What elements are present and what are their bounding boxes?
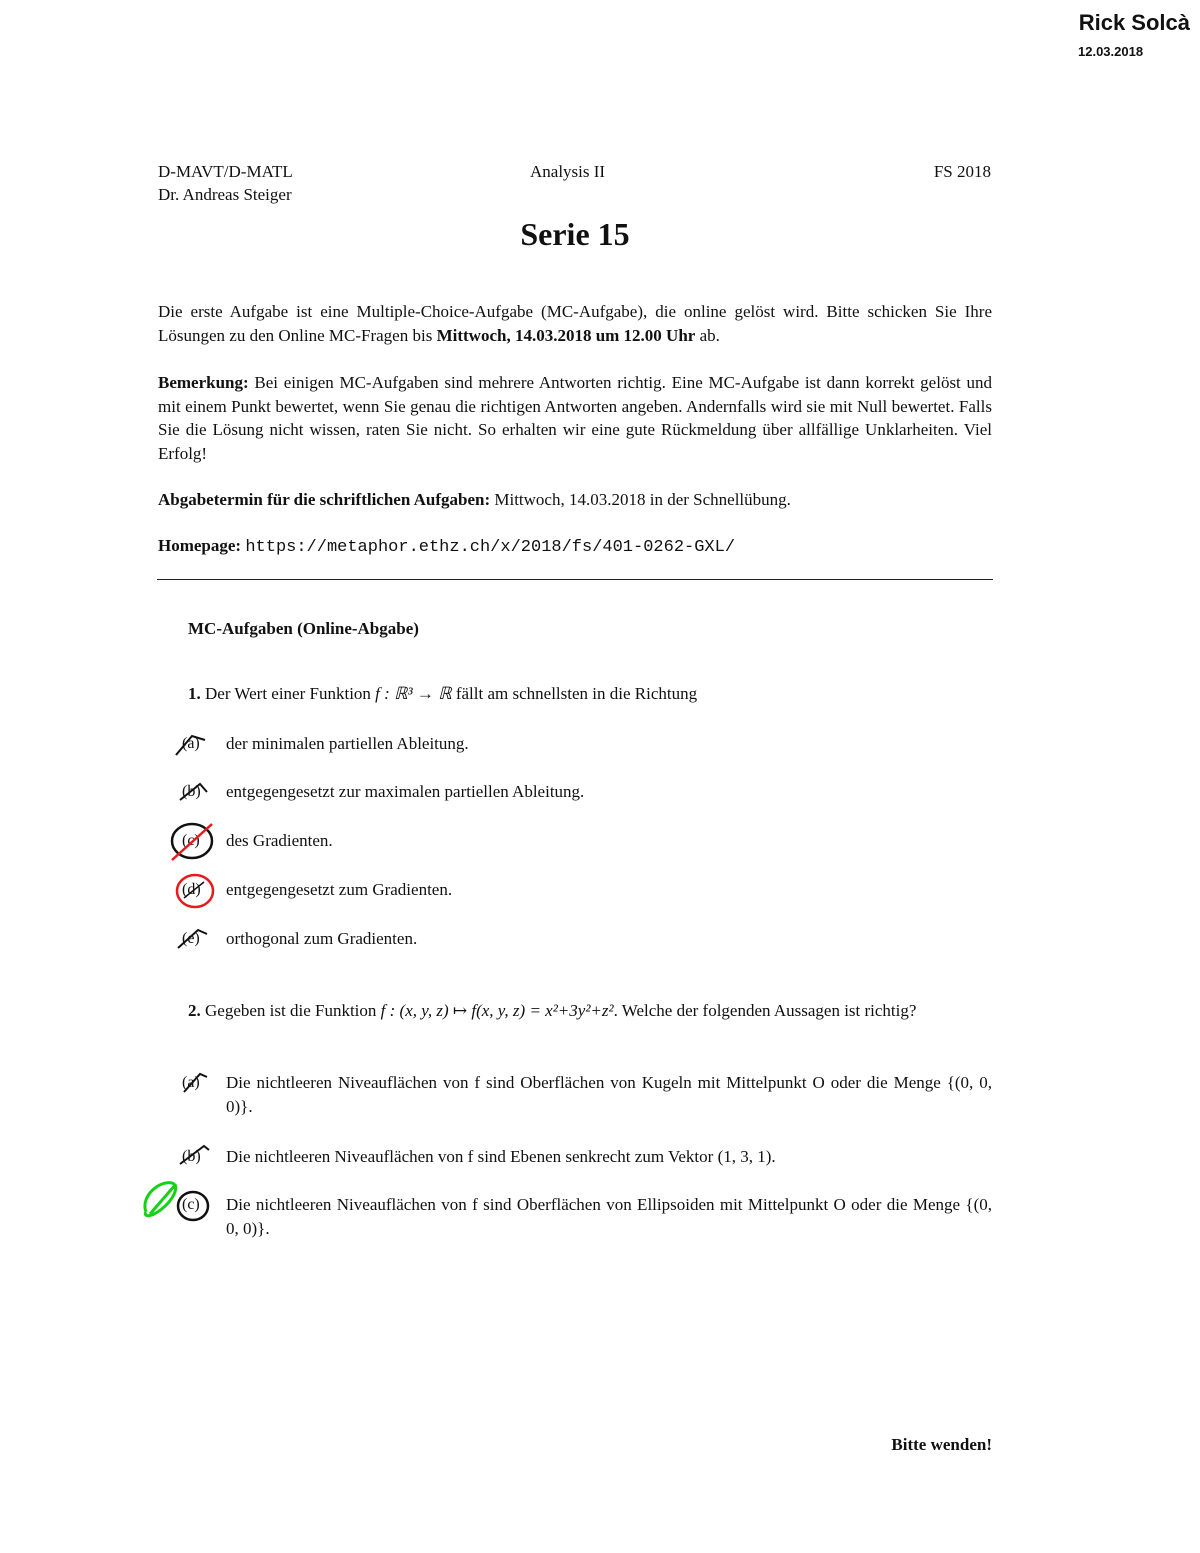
option-mark-1d[interactable]: (d) — [182, 881, 201, 898]
department: D-MAVT/D-MATL — [158, 162, 293, 181]
option-1e[interactable]: orthogonal zum Gradienten. — [226, 929, 418, 948]
option-1d[interactable]: entgegengesetzt zum Gradienten. — [226, 880, 453, 899]
option-1b[interactable]: entgegengesetzt zur maximalen partiellen Ableitung. — [226, 782, 585, 801]
course-name: Analysis II — [530, 162, 606, 181]
option-2c[interactable]: Die nichtleeren Niveauflächen von f sind Oberflächen von Ellipsoiden mit Mittelpunkt O oder die Menge {(0, 0, 0)}. — [226, 1195, 992, 1238]
option-mark-2a[interactable]: (a) — [182, 1074, 200, 1091]
question-text: Der Wert einer Funktion — [200, 684, 376, 703]
question-math: f : ℝ³ → ℝ — [375, 684, 452, 703]
term: FS 2018 — [933, 162, 991, 181]
remark-label: Bemerkung: — [158, 373, 249, 392]
intro-text: Die erste Aufgabe ist eine Multiple-Choice-Aufgabe (MC-Aufgabe), die online gelöst wird. Bitte schicken Sie Ihre Lösungen zu den Online MC-Fragen bis — [158, 302, 992, 345]
strike-mark-1a — [176, 736, 205, 755]
option-2a[interactable]: Die nichtleeren Niveauflächen von f sind Oberflächen von Kugeln mit Mittelpunkt O oder die Menge {(0, 0, 0)}. — [226, 1073, 992, 1116]
option-mark-2c[interactable]: (c) — [182, 1196, 200, 1213]
author-name: Rick Solcà — [1078, 10, 1190, 35]
strike-mark-2a — [184, 1074, 207, 1092]
option-mark-1c[interactable]: (c) — [182, 832, 200, 849]
question-text: Gegeben ist die Funktion — [200, 1001, 381, 1020]
question-math: f : (x, y, z) ↦ f(x, y, z) = x²+3y²+z² — [380, 1001, 614, 1020]
homepage-link[interactable]: https://metaphor.ethz.ch/x/2018/fs/401-0262-GXL/ — [245, 538, 736, 557]
stamp-date: 12.03.2018 — [1078, 44, 1144, 59]
option-mark-1e[interactable]: (e) — [182, 930, 200, 947]
remark-text: Bei einigen MC-Aufgaben sind mehrere Antworten richtig. Eine MC-Aufgabe ist dann korrekt gelöst und mit einem Punkt bewertet, wenn Sie genau die richtigen Antworten angeben. Andernfalls wird sie mit Null bewertet. Falls Sie die Lösung nicht wissen, raten Sie nicht. So erhalten wir eine gute Rückmeldung über allfällige Unklarheiten. Viel Erfolg! — [158, 373, 992, 463]
lecturer: Dr. Andreas Steiger — [158, 185, 292, 204]
question-text-end: . Welche der folgenden Aussagen ist richtig? — [613, 1001, 917, 1020]
circle-mark-2c — [178, 1192, 208, 1220]
turn-page-note: Bitte wenden! — [891, 1435, 992, 1454]
submission-text: Mittwoch, 14.03.2018 in der Schnellübung. — [490, 490, 791, 509]
option-mark-1b[interactable]: (b) — [182, 783, 201, 800]
intro-text-end: ab. — [695, 325, 720, 345]
option-mark-1a[interactable]: (a) — [182, 735, 200, 752]
option-mark-2b[interactable]: (b) — [182, 1148, 201, 1165]
question-text-end: fällt am schnellsten in die Richtung — [451, 684, 698, 703]
homepage-label: Homepage: — [158, 536, 242, 555]
submission-label: Abgabetermin für die schriftlichen Aufgaben: — [158, 490, 491, 509]
page-title: Serie 15 — [520, 216, 630, 252]
green-check-2c — [145, 1183, 176, 1216]
deadline: Mittwoch, 14.03.2018 um 12.00 Uhr — [436, 325, 696, 345]
strike-mark-1d — [184, 882, 204, 898]
strike-mark-1b — [180, 784, 207, 800]
option-1c[interactable]: des Gradienten. — [226, 831, 333, 850]
red-circle-1d — [177, 875, 213, 907]
option-2b[interactable]: Die nichtleeren Niveauflächen von f sind Ebenen senkrecht zum Vektor (1, 3, 1). — [226, 1147, 776, 1166]
question-number: 2. — [188, 1001, 201, 1020]
section-title: MC-Aufgaben (Online-Abgabe) — [188, 619, 419, 638]
question-number: 1. — [188, 684, 201, 703]
strike-mark-2b — [180, 1146, 209, 1164]
strike-mark-1e — [178, 930, 207, 948]
option-1a[interactable]: der minimalen partiellen Ableitung. — [226, 734, 469, 753]
